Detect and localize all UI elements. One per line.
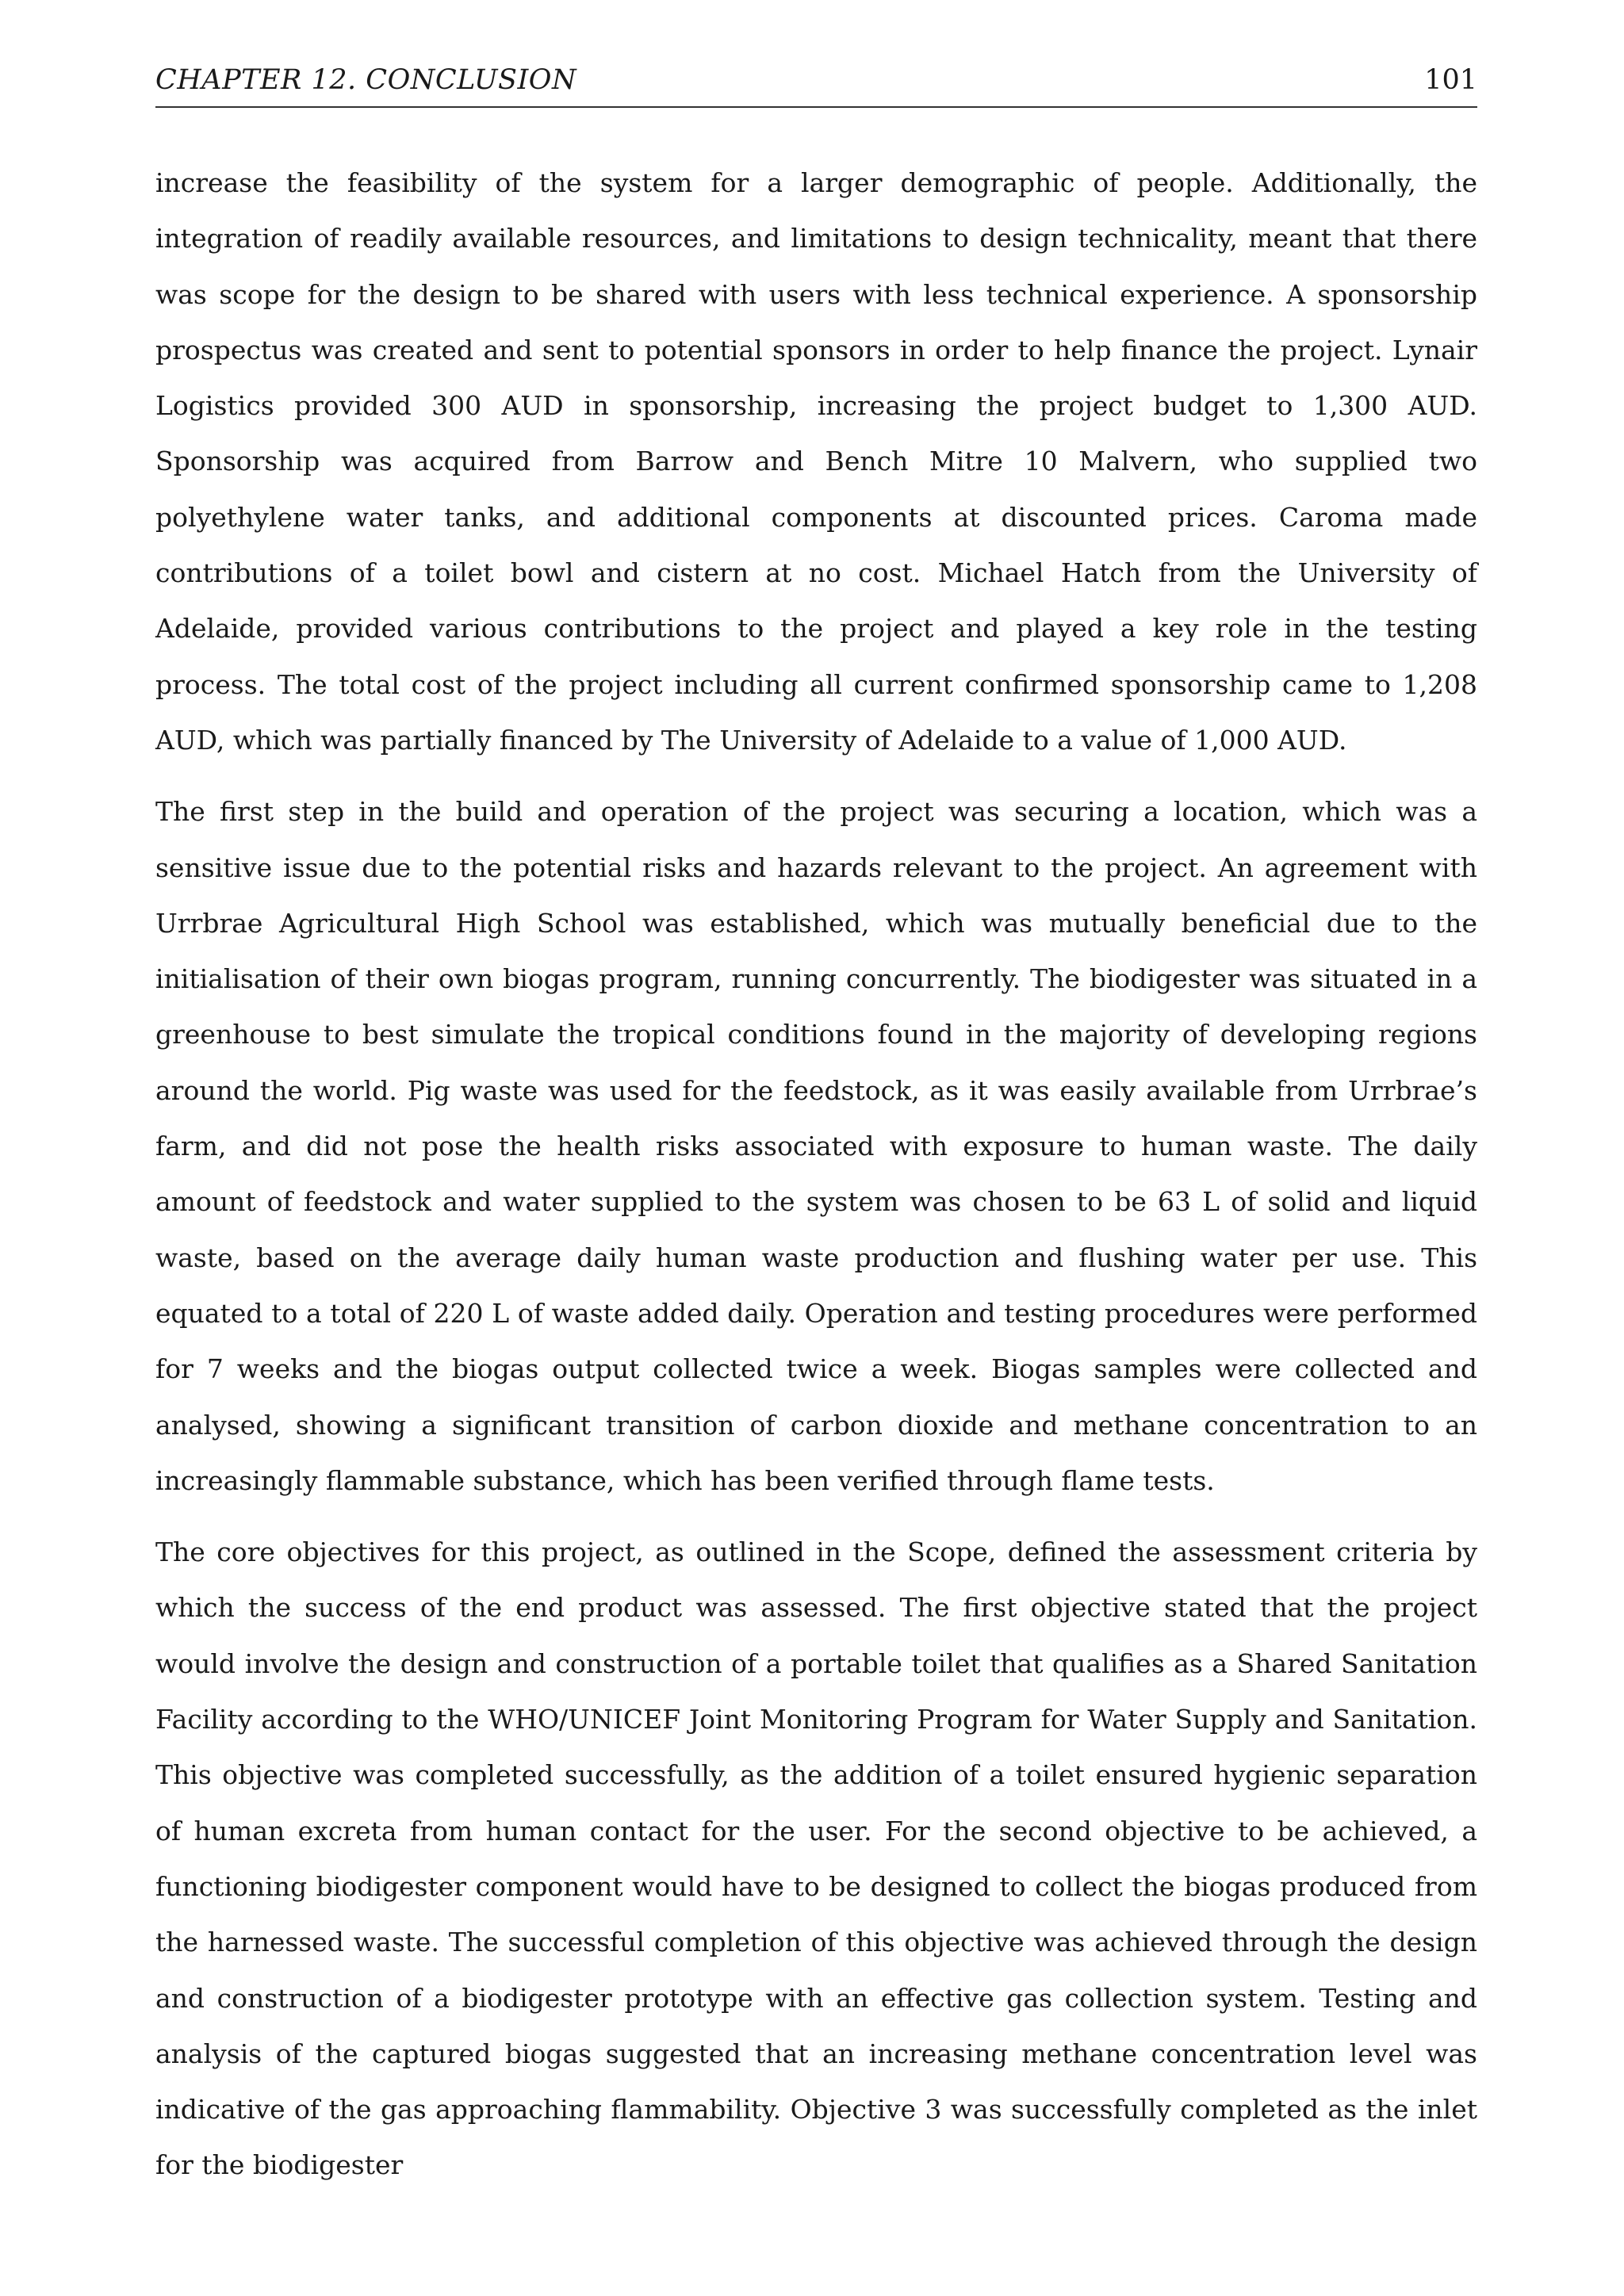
paragraph-core-objectives: The core objectives for this project, as outlined in the Scope, defined the assessment criteria by which the success of the end product was assessed. The first objective stated that the project would involve the design and construction of a portable toilet that qualifies as a Shared Sanitation Facility according to the WHO/UNICEF Joint Monitoring Program for Water Supply and Sanitation. This objective was completed successfully, as the addition of a toilet ensured hygienic separation of human excreta from human contact for the user. For the second objective to be achieved, a functioning biodigester component would have to be designed to collect the biogas produced from the harnessed waste. The successful completion of this objective was achieved through the design and construction of a biodigester prototype with an effective gas collection system. Testing and analysis of the captured biogas suggested that an increasing methane concentration level was indicative of the gas approaching flammability. Objective 3 was successfully completed as the inlet for the biodigester <box>155 1536 1477 2181</box>
page-header <box>155 62 1477 108</box>
body-text <box>155 155 1477 2210</box>
paragraph-build-and-operation: The first step in the build and operation of the project was securing a location, which was a sensitive issue due to the potential risks and hazards relevant to the project. An agreement with Urrbrae Agricultural High School was established, which was mutually beneficial due to the initialisation of their own biogas program, running concurrently. The biodigester was situated in a greenhouse to best simulate the tropical conditions found in the majority of developing regions around the world. Pig waste was used for the feedstock, as it was easily available from Urrbrae’s farm, and did not pose the health risks associated with exposure to human waste. The daily amount of feedstock and water supplied to the system was chosen to be 63 L of solid and liquid waste, based on the average daily human waste production and flushing water per use. This equated to a total of 220 L of waste added daily. Operation and testing procedures were performed for 7 weeks and the biogas output collected twice a week. Biogas samples were collected and analysed, showing a significant transition of carbon dioxide and methane concentration to an increasingly flammable substance, which has been verified through flame tests. <box>155 796 1477 1496</box>
page-number: 101 <box>1424 64 1477 96</box>
paragraph-sponsorship: increase the feasibility of the system for a larger demographic of people. Additionally, the integration of readily available resources, and limitations to design technicality, meant that there was scope for the design to be shared with users with less technical experience. A sponsorship prospectus was created and sent to potential sponsors in order to help finance the project. Lynair Logistics provided 300 AUD in sponsorship, increasing the project budget to 1,300 AUD. Sponsorship was acquired from Barrow and Bench Mitre 10 Malvern, who supplied two polyethylene water tanks, and additional components at discounted prices. Caroma made contributions of a toilet bowl and cistern at no cost. Michael Hatch from the University of Adelaide, provided various contributions to the project and played a key role in the testing process. The total cost of the project including all current confirmed sponsorship came to 1,208 AUD, which was partially financed by The University of Adelaide to a value of 1,000 AUD. <box>155 167 1477 756</box>
running-head: CHAPTER 12. CONCLUSION <box>155 64 577 96</box>
